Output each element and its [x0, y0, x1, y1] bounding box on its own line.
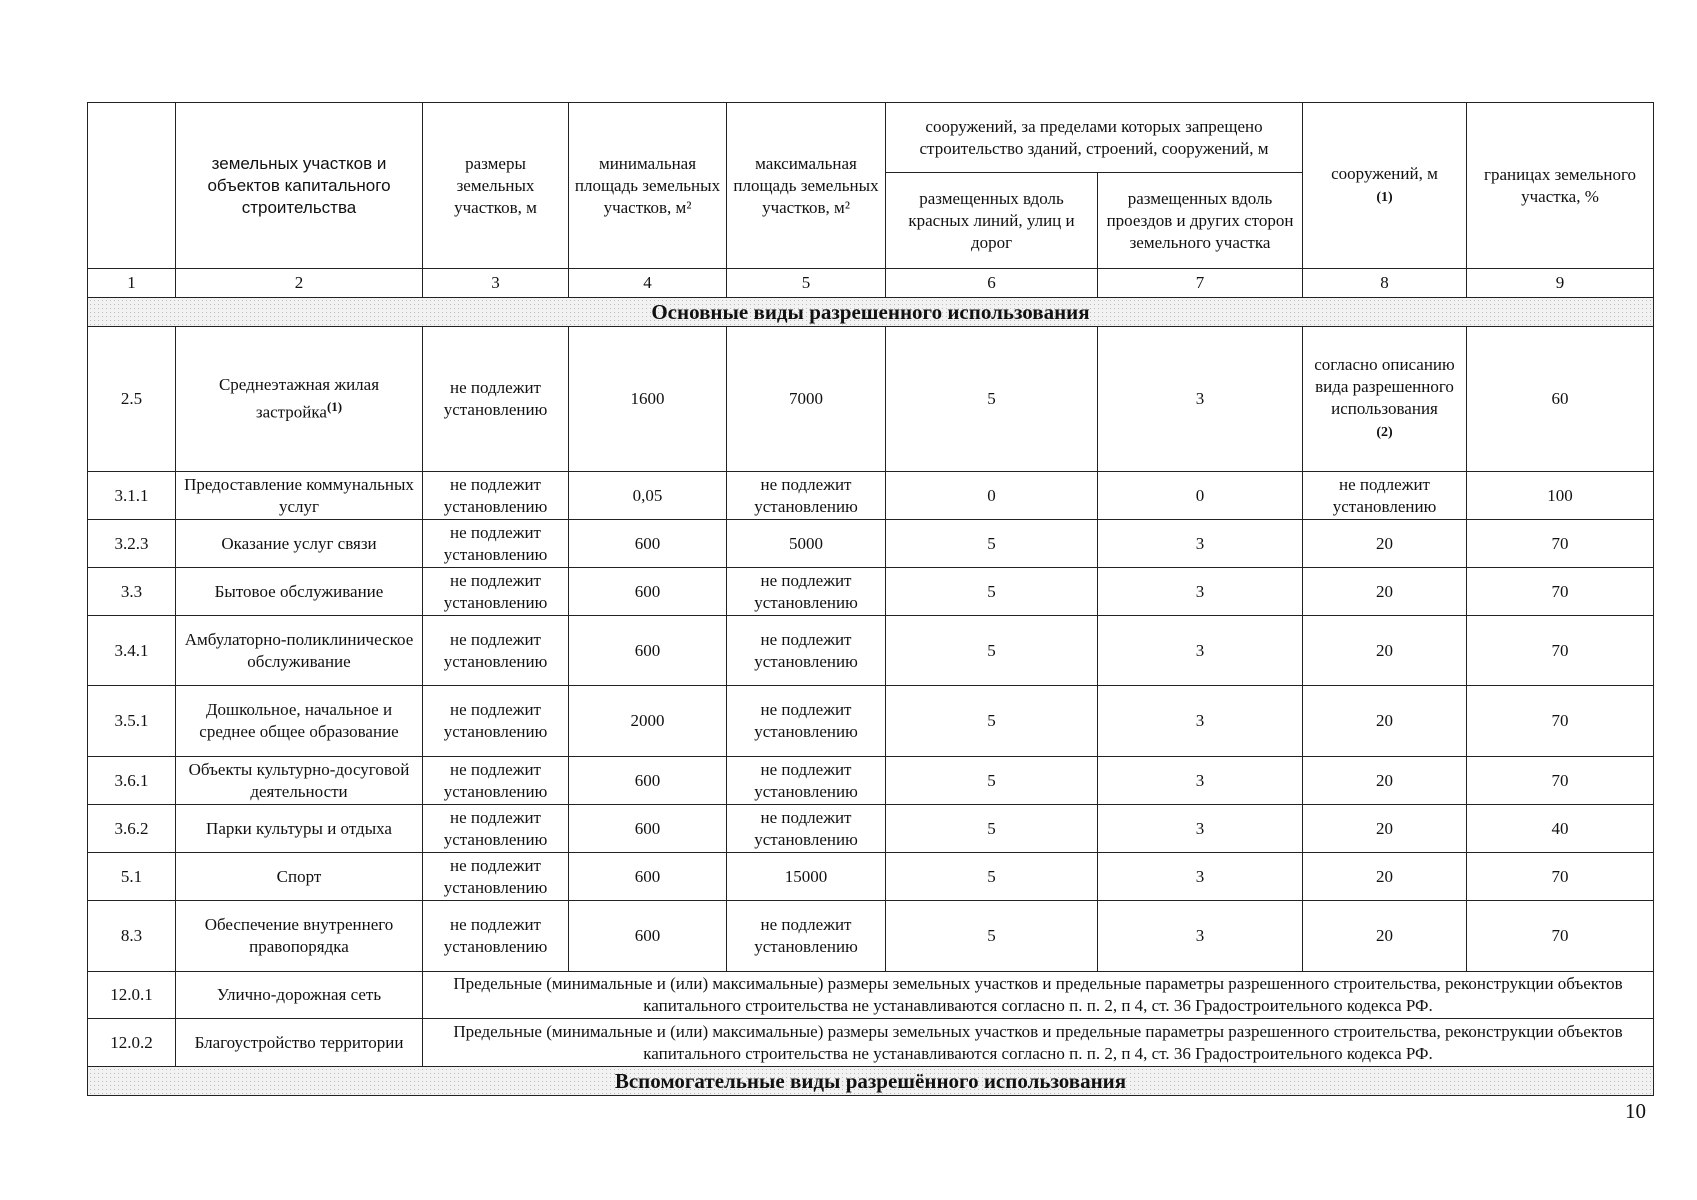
section-auxiliary-heading: Вспомогательные виды разрешённого использования — [88, 1067, 1654, 1096]
header-col-7: размещенных вдоль проездов и других сторон земельного участка — [1098, 173, 1303, 269]
header-col-6: размещенных вдоль красных линий, улиц и дорог — [886, 173, 1098, 269]
table-row — [88, 520, 1654, 568]
table-row — [88, 757, 1654, 805]
row-min-area: 600 — [569, 520, 727, 568]
row-min-area: 600 — [569, 853, 727, 901]
row-name: Дошкольное, начальное и среднее общее образование — [176, 686, 423, 757]
row-size: не подлежит установлению — [423, 568, 569, 616]
table-row-merged — [88, 972, 1654, 1019]
row-size: не подлежит установлению — [423, 757, 569, 805]
header-col-4: минимальная площадь земельных участков, м² — [569, 103, 727, 269]
row-min-area: 600 — [569, 805, 727, 853]
row-name: Спорт — [176, 853, 423, 901]
row-min-area: 0,05 — [569, 472, 727, 520]
col-number: 8 — [1303, 269, 1467, 298]
row-code: 3.6.1 — [88, 757, 176, 805]
row-code: 3.6.2 — [88, 805, 176, 853]
row-red-line: 5 — [886, 757, 1098, 805]
col-number: 6 — [886, 269, 1098, 298]
row-height: 20 — [1303, 520, 1467, 568]
column-numbers-row — [88, 269, 1654, 298]
row-percent: 70 — [1467, 520, 1654, 568]
row-merged-note: Предельные (минимальные и (или) максимальные) размеры земельных участков и предельные параметры разрешенного строительства, реконструкции объектов капитального строительства не устанавливаются согласно п. п. 2, п 4, ст. 36 Градостроительного кодекса РФ. — [423, 1019, 1654, 1067]
row-percent: 70 — [1467, 757, 1654, 805]
row-max-area: 7000 — [727, 327, 886, 472]
col-number: 1 — [88, 269, 176, 298]
table-row — [88, 568, 1654, 616]
header-col-2: земельных участков и объектов капитального строительства — [176, 103, 423, 269]
table-row-merged — [88, 1019, 1654, 1067]
row-max-area: 15000 — [727, 853, 886, 901]
row-height: не подлежит установлению — [1303, 472, 1467, 520]
row-name: Объекты культурно-досуговой деятельности — [176, 757, 423, 805]
row-red-line: 5 — [886, 568, 1098, 616]
header-col-9: границах земельного участка, % — [1467, 103, 1654, 269]
row-height — [1303, 327, 1467, 472]
page-number: 10 — [1625, 1099, 1646, 1123]
row-name: Амбулаторно-поликлиническое обслуживание — [176, 616, 423, 686]
row-name: Обеспечение внутреннего правопорядка — [176, 901, 423, 972]
row-other-sides: 3 — [1098, 757, 1303, 805]
row-size: не подлежит установлению — [423, 327, 569, 472]
row-percent: 70 — [1467, 853, 1654, 901]
row-percent: 60 — [1467, 327, 1654, 472]
header-col-8-note: (1) — [1376, 189, 1393, 205]
row-size: не подлежит установлению — [423, 853, 569, 901]
row-red-line: 0 — [886, 472, 1098, 520]
row-name: Оказание услуг связи — [176, 520, 423, 568]
row-code: 2.5 — [88, 327, 176, 472]
row-percent: 40 — [1467, 805, 1654, 853]
row-min-area: 1600 — [569, 327, 727, 472]
row-height: 20 — [1303, 805, 1467, 853]
row-size: не подлежит установлению — [423, 520, 569, 568]
row-other-sides: 3 — [1098, 568, 1303, 616]
row-size: не подлежит установлению — [423, 901, 569, 972]
row-height-note: (2) — [1376, 425, 1393, 440]
row-merged-note: Предельные (минимальные и (или) максимальные) размеры земельных участков и предельные параметры разрешенного строительства, реконструкции объектов капитального строительства не устанавливаются согласно п. п. 2, п 4, ст. 36 Градостроительного кодекса РФ. — [423, 972, 1654, 1019]
row-red-line: 5 — [886, 616, 1098, 686]
col-number: 3 — [423, 269, 569, 298]
col-number: 2 — [176, 269, 423, 298]
table-row — [88, 901, 1654, 972]
row-red-line: 5 — [886, 327, 1098, 472]
row-code: 3.5.1 — [88, 686, 176, 757]
row-red-line: 5 — [886, 853, 1098, 901]
row-name-text: Среднеэтажная жилая застройка — [218, 375, 380, 422]
row-height-text: согласно описанию вида разрешенного использования — [1314, 355, 1455, 418]
row-height: 20 — [1303, 686, 1467, 757]
row-max-area: не подлежит установлению — [727, 568, 886, 616]
table-row — [88, 472, 1654, 520]
row-size: не подлежит установлению — [423, 686, 569, 757]
row-code: 5.1 — [88, 853, 176, 901]
row-other-sides: 3 — [1098, 520, 1303, 568]
row-other-sides: 3 — [1098, 901, 1303, 972]
col-number: 9 — [1467, 269, 1654, 298]
row-red-line: 5 — [886, 805, 1098, 853]
row-height: 20 — [1303, 853, 1467, 901]
row-name: Улично-дорожная сеть — [176, 972, 423, 1019]
row-percent: 70 — [1467, 616, 1654, 686]
row-height: 20 — [1303, 568, 1467, 616]
row-name-note: (1) — [326, 399, 343, 415]
table-row — [88, 616, 1654, 686]
row-min-area: 600 — [569, 616, 727, 686]
land-use-regulations-table — [87, 102, 1654, 1096]
row-other-sides: 3 — [1098, 327, 1303, 472]
row-min-area: 600 — [569, 901, 727, 972]
table-row — [88, 853, 1654, 901]
row-code: 3.4.1 — [88, 616, 176, 686]
row-red-line: 5 — [886, 686, 1098, 757]
row-size: не подлежит установлению — [423, 472, 569, 520]
header-col-6-7-top: сооружений, за пределами которых запрещено строительство зданий, строений, сооружений, м — [886, 103, 1303, 173]
header-cell-1 — [88, 103, 176, 269]
table-row — [88, 686, 1654, 757]
row-red-line: 5 — [886, 901, 1098, 972]
row-size: не подлежит установлению — [423, 616, 569, 686]
row-percent: 70 — [1467, 686, 1654, 757]
row-max-area: не подлежит установлению — [727, 901, 886, 972]
row-code: 12.0.1 — [88, 972, 176, 1019]
table-row — [88, 327, 1654, 472]
row-code: 3.1.1 — [88, 472, 176, 520]
row-name: Бытовое обслуживание — [176, 568, 423, 616]
row-max-area: не подлежит установлению — [727, 686, 886, 757]
row-min-area: 600 — [569, 757, 727, 805]
row-other-sides: 3 — [1098, 805, 1303, 853]
header-col-5: максимальная площадь земельных участков, м² — [727, 103, 886, 269]
row-name: Предоставление коммунальных услуг — [176, 472, 423, 520]
row-other-sides: 3 — [1098, 853, 1303, 901]
row-size: не подлежит установлению — [423, 805, 569, 853]
row-code: 12.0.2 — [88, 1019, 176, 1067]
row-name: Благоустройство территории — [176, 1019, 423, 1067]
row-other-sides: 0 — [1098, 472, 1303, 520]
row-percent: 70 — [1467, 568, 1654, 616]
header-col-8 — [1303, 103, 1467, 269]
row-max-area: не подлежит установлению — [727, 472, 886, 520]
table-row — [88, 805, 1654, 853]
col-number: 5 — [727, 269, 886, 298]
row-percent: 100 — [1467, 472, 1654, 520]
row-height: 20 — [1303, 757, 1467, 805]
row-max-area: не подлежит установлению — [727, 616, 886, 686]
header-col-8-text: сооружений, м — [1331, 163, 1438, 183]
row-code: 3.2.3 — [88, 520, 176, 568]
row-code: 8.3 — [88, 901, 176, 972]
row-max-area: 5000 — [727, 520, 886, 568]
row-max-area: не подлежит установлению — [727, 805, 886, 853]
row-name — [176, 327, 423, 472]
row-code: 3.3 — [88, 568, 176, 616]
row-other-sides: 3 — [1098, 616, 1303, 686]
col-number: 4 — [569, 269, 727, 298]
row-percent: 70 — [1467, 901, 1654, 972]
header-col-3: размеры земельных участков, м — [423, 103, 569, 269]
row-name: Парки культуры и отдыха — [176, 805, 423, 853]
row-max-area: не подлежит установлению — [727, 757, 886, 805]
row-other-sides: 3 — [1098, 686, 1303, 757]
row-min-area: 600 — [569, 568, 727, 616]
row-height: 20 — [1303, 616, 1467, 686]
row-min-area: 2000 — [569, 686, 727, 757]
row-height: 20 — [1303, 901, 1467, 972]
col-number: 7 — [1098, 269, 1303, 298]
section-main-heading: Основные виды разрешенного использования — [88, 298, 1654, 327]
row-red-line: 5 — [886, 520, 1098, 568]
